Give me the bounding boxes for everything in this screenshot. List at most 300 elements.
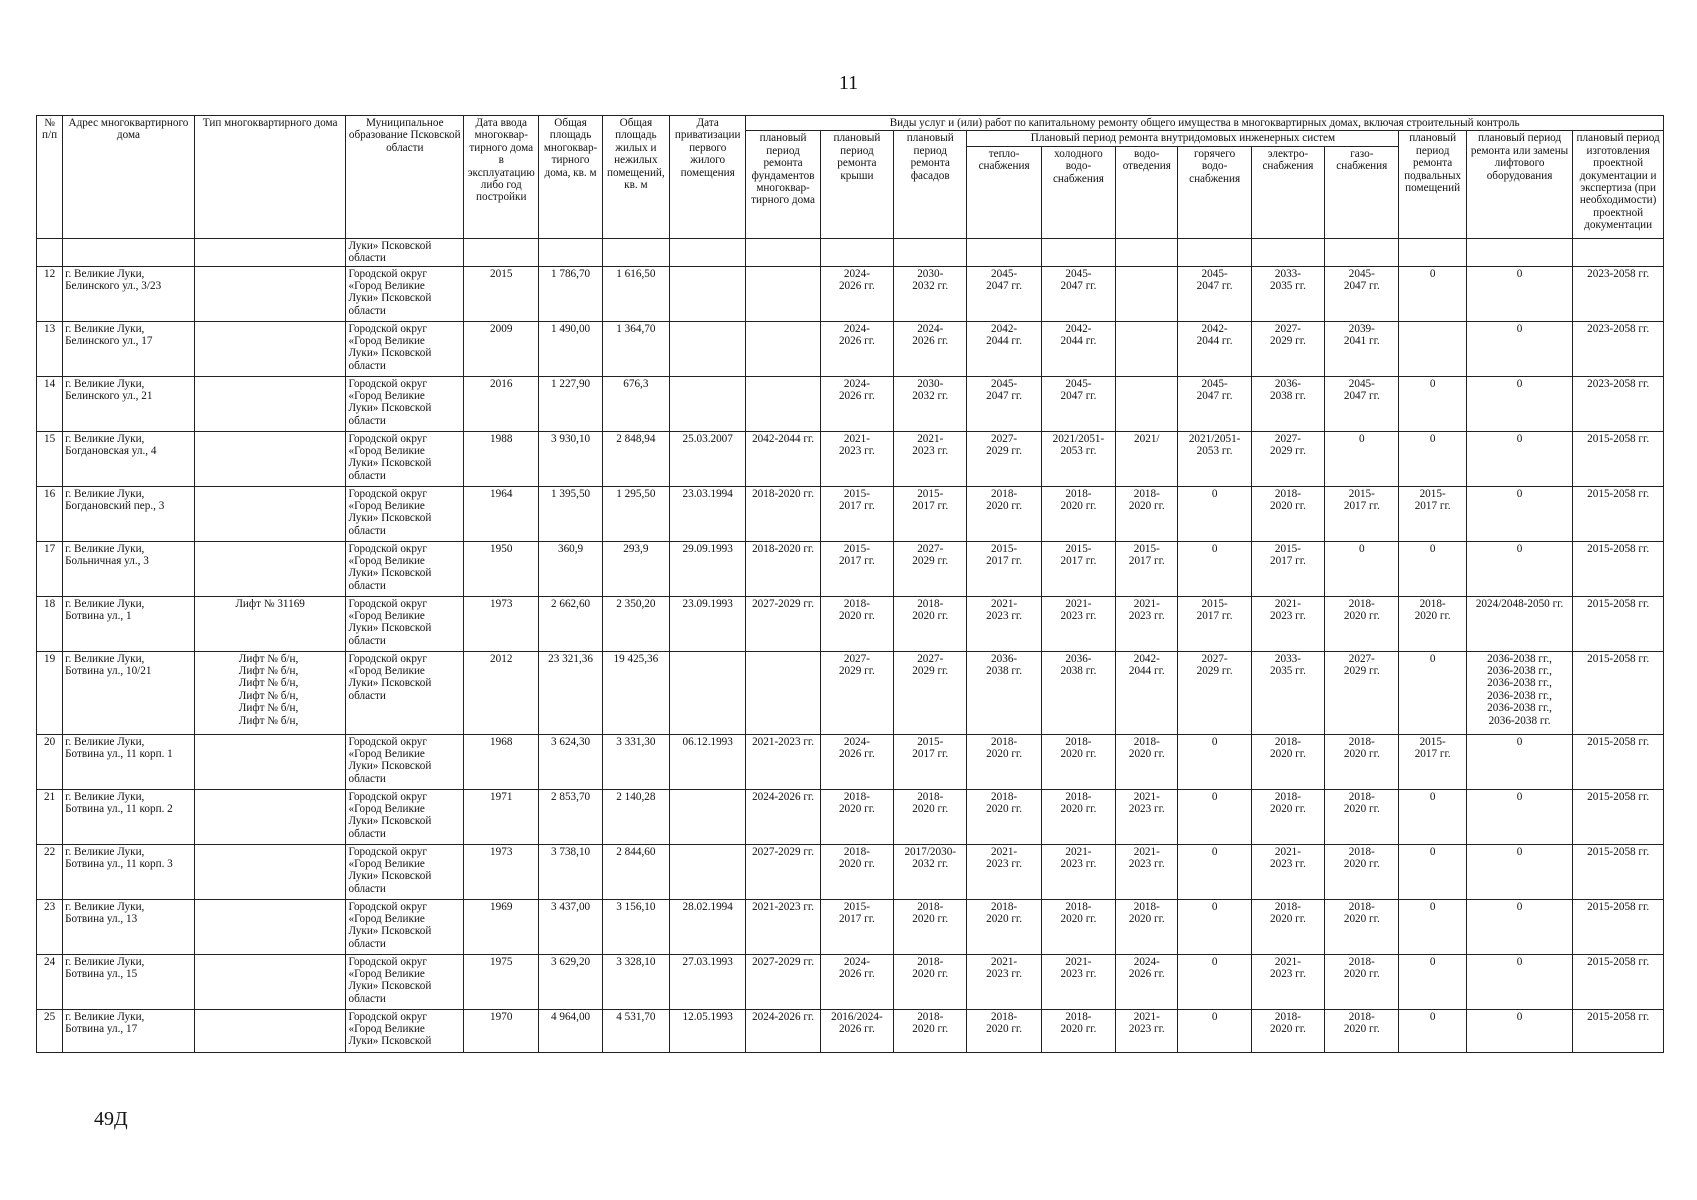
cell-area-total: 23 321,36	[539, 651, 602, 734]
cell-hot-water: 2015- 2017 гг.	[1178, 596, 1251, 651]
cell-facade: 2027- 2029 гг.	[894, 651, 967, 734]
cell-sewer: 2021- 2023 гг.	[1116, 844, 1178, 899]
cell-lift: 0	[1466, 266, 1573, 321]
cell-privatization: 25.03.2007	[670, 431, 746, 486]
cell-electric: 2036- 2038 гг.	[1251, 376, 1324, 431]
cell-heat: 2036- 2038 гг.	[967, 651, 1041, 734]
cell-sewer	[1116, 321, 1178, 376]
cell-cold-water: 2036- 2038 гг.	[1041, 651, 1115, 734]
cell-area-living: 2 140,28	[602, 789, 669, 844]
cell-type	[194, 954, 346, 1009]
cell-date: 2016	[464, 376, 539, 431]
cell-area-living: 3 331,30	[602, 734, 669, 789]
cell-municipality: Городской округ «Город Великие Луки» Псковской области	[346, 541, 464, 596]
cell-roof: 2015- 2017 гг.	[820, 899, 893, 954]
cell-gas: 2045- 2047 гг.	[1325, 266, 1399, 321]
cell-num: 16	[37, 486, 63, 541]
cell-foundation	[746, 376, 820, 431]
cell-area-living: 1 295,50	[602, 486, 669, 541]
table-row	[37, 596, 1664, 651]
cell-foundation	[746, 266, 820, 321]
header-municipality: Муниципальное образование Псковской области	[346, 116, 464, 239]
cell-municipality: Городской округ «Город Великие Луки» Псковской области	[346, 954, 464, 1009]
cell-foundation	[746, 321, 820, 376]
cell-num: 23	[37, 899, 63, 954]
cell-basement: 0	[1399, 789, 1466, 844]
cell-cold-water: 2021- 2023 гг.	[1041, 954, 1115, 1009]
cell-roof: 2018- 2020 гг.	[820, 789, 893, 844]
cell-lift: 2036-2038 гг., 2036-2038 гг., 2036-2038 гг., 2036-2038 гг., 2036-2038 гг., 2036-2038 гг.	[1466, 651, 1573, 734]
table-row	[37, 321, 1664, 376]
cell-sewer: 2018- 2020 гг.	[1116, 899, 1178, 954]
cell-municipality: Городской округ «Город Великие Луки» Псковской области	[346, 431, 464, 486]
header-heat: тепло-снабжения	[967, 146, 1041, 238]
cell-basement	[1399, 321, 1466, 376]
cell-privatization: 28.02.1994	[670, 899, 746, 954]
cell-heat: 2015- 2017 гг.	[967, 541, 1041, 596]
cell-address: г. Великие Луки, Ботвина ул., 17	[63, 1009, 195, 1052]
cell-address: г. Великие Луки, Богдановский пер., 3	[63, 486, 195, 541]
cell-municipality: Городской округ «Город Великие Луки» Псковской области	[346, 789, 464, 844]
cell-electric: 2027- 2029 гг.	[1251, 321, 1324, 376]
cell-municipality: Городской округ «Город Великие Луки» Псковской области	[346, 266, 464, 321]
cell-lift: 0	[1466, 844, 1573, 899]
cell-sewer: 2021- 2023 гг.	[1116, 1009, 1178, 1052]
cell-type	[194, 321, 346, 376]
table-row	[37, 651, 1664, 734]
cell-basement: 0	[1399, 266, 1466, 321]
cell-heat: 2018- 2020 гг.	[967, 789, 1041, 844]
table-row	[37, 954, 1664, 1009]
cell-design: 2015-2058 гг.	[1573, 541, 1664, 596]
cell-hot-water: 2045- 2047 гг.	[1178, 266, 1251, 321]
cell-facade: 2030- 2032 гг.	[894, 266, 967, 321]
header-group-engineering: Плановый период ремонта внутридомовых инженерных систем	[967, 131, 1399, 146]
cell-facade: 2021- 2023 гг.	[894, 431, 967, 486]
header-group-works: Виды услуг и (или) работ по капитальному ремонту общего имущества в многоквартирных домах, включая строительный контроль	[746, 116, 1664, 131]
cell-privatization	[670, 651, 746, 734]
cell-type	[194, 376, 346, 431]
cell-area-total: 1 490,00	[539, 321, 602, 376]
header-date: Дата ввода многоквар-тирного дома в эксплуатацию либо год постройки	[464, 116, 539, 239]
cell-cold-water: 2021/2051- 2053 гг.	[1041, 431, 1115, 486]
cell-electric: 2033- 2035 гг.	[1251, 651, 1324, 734]
cell-privatization	[670, 321, 746, 376]
cell-area-total: 4 964,00	[539, 1009, 602, 1052]
header-type: Тип многоквартирного дома	[194, 116, 346, 239]
header-roof: плановый период ремонта крыши	[820, 131, 893, 238]
cell-gas: 2018- 2020 гг.	[1325, 844, 1399, 899]
cell-hot-water: 0	[1178, 486, 1251, 541]
cell-municipality: Городской округ «Город Великие Луки» Псковской области	[346, 899, 464, 954]
cell-cold-water: 2042- 2044 гг.	[1041, 321, 1115, 376]
cell-area-living: 2 350,20	[602, 596, 669, 651]
cell-address: г. Великие Луки, Больничная ул., 3	[63, 541, 195, 596]
cell-foundation: 2018-2020 гг.	[746, 486, 820, 541]
continuation-row	[37, 238, 1664, 266]
cell-roof: 2015- 2017 гг.	[820, 541, 893, 596]
cell-address: г. Великие Луки, Ботвина ул., 15	[63, 954, 195, 1009]
cell-area-living: 19 425,36	[602, 651, 669, 734]
cell-gas: 2018- 2020 гг.	[1325, 954, 1399, 1009]
cell-cold-water: 2045- 2047 гг.	[1041, 376, 1115, 431]
cell-foundation	[746, 651, 820, 734]
cell-heat: 2042- 2044 гг.	[967, 321, 1041, 376]
cell-address: г. Великие Луки, Белинского ул., 3/23	[63, 266, 195, 321]
cell-facade: 2024- 2026 гг.	[894, 321, 967, 376]
cell-area-living: 3 156,10	[602, 899, 669, 954]
header-facade: плановый период ремонта фасадов	[894, 131, 967, 238]
cell-area-total: 3 629,20	[539, 954, 602, 1009]
cell-gas: 0	[1325, 541, 1399, 596]
cell-date: 1950	[464, 541, 539, 596]
cell-electric: 2021- 2023 гг.	[1251, 596, 1324, 651]
cell-date: 1973	[464, 844, 539, 899]
cell-area-total: 360,9	[539, 541, 602, 596]
cell-basement: 0	[1399, 376, 1466, 431]
table-row	[37, 486, 1664, 541]
cell-privatization	[670, 844, 746, 899]
cell-cold-water: 2018- 2020 гг.	[1041, 734, 1115, 789]
cell-area-total: 3 930,10	[539, 431, 602, 486]
footer-code: 49Д	[94, 1108, 128, 1130]
cell-num: 19	[37, 651, 63, 734]
cell-electric: 2015- 2017 гг.	[1251, 541, 1324, 596]
cell-municipality: Городской округ «Город Великие Луки» Псковской области	[346, 844, 464, 899]
cell-electric: 2027- 2029 гг.	[1251, 431, 1324, 486]
header-address: Адрес многоквартирного дома	[63, 116, 195, 239]
cell-cold-water: 2021- 2023 гг.	[1041, 596, 1115, 651]
cell-electric: 2018- 2020 гг.	[1251, 486, 1324, 541]
cell-privatization	[670, 789, 746, 844]
cell-basement: 0	[1399, 844, 1466, 899]
cell-address: г. Великие Луки, Ботвина ул., 10/21	[63, 651, 195, 734]
cell-basement: 2015- 2017 гг.	[1399, 486, 1466, 541]
cell-facade: 2030- 2032 гг.	[894, 376, 967, 431]
header-gas: газо-снабжения	[1325, 146, 1399, 238]
cell-area-living: 676,3	[602, 376, 669, 431]
cell-gas: 2027- 2029 гг.	[1325, 651, 1399, 734]
cell-foundation: 2042-2044 гг.	[746, 431, 820, 486]
cell-municipality: Городской округ «Город Великие Луки» Псковской области	[346, 596, 464, 651]
cell-area-total: 1 786,70	[539, 266, 602, 321]
header-num: № п/п	[37, 116, 63, 239]
cell-num: 20	[37, 734, 63, 789]
cell-area-living: 3 328,10	[602, 954, 669, 1009]
cell-foundation: 2027-2029 гг.	[746, 844, 820, 899]
header-basement: плановый период ремонта подвальных помещений	[1399, 131, 1466, 238]
cell-type	[194, 899, 346, 954]
cell-design: 2023-2058 гг.	[1573, 321, 1664, 376]
cell-cold-water: 2018- 2020 гг.	[1041, 899, 1115, 954]
cell-heat: 2018- 2020 гг.	[967, 899, 1041, 954]
cell-num: 15	[37, 431, 63, 486]
cell-address: г. Великие Луки, Белинского ул., 17	[63, 321, 195, 376]
cell-gas: 2018- 2020 гг.	[1325, 734, 1399, 789]
cell-foundation: 2024-2026 гг.	[746, 1009, 820, 1052]
cell-gas: 2018- 2020 гг.	[1325, 1009, 1399, 1052]
cell-foundation: 2021-2023 гг.	[746, 734, 820, 789]
cell-basement: 0	[1399, 431, 1466, 486]
cell-address: г. Великие Луки, Белинского ул., 21	[63, 376, 195, 431]
cell-num: 18	[37, 596, 63, 651]
cell-foundation: 2027-2029 гг.	[746, 596, 820, 651]
cell-area-total: 2 853,70	[539, 789, 602, 844]
table-row	[37, 1009, 1664, 1052]
cell-design: 2015-2058 гг.	[1573, 486, 1664, 541]
cell-privatization: 29.09.1993	[670, 541, 746, 596]
cell-lift: 0	[1466, 789, 1573, 844]
cell-type: Лифт № 31169	[194, 596, 346, 651]
cell-heat: 2021- 2023 гг.	[967, 596, 1041, 651]
cell-electric: 2018- 2020 гг.	[1251, 734, 1324, 789]
cell-facade: 2018- 2020 гг.	[894, 596, 967, 651]
cell-hot-water: 2042- 2044 гг.	[1178, 321, 1251, 376]
cell-type	[194, 541, 346, 596]
cell-address: г. Великие Луки, Богдановская ул., 4	[63, 431, 195, 486]
cell-facade: 2015- 2017 гг.	[894, 734, 967, 789]
cell-lift: 0	[1466, 954, 1573, 1009]
cell-area-total: 3 624,30	[539, 734, 602, 789]
cell-foundation: 2018-2020 гг.	[746, 541, 820, 596]
cell-date: 1975	[464, 954, 539, 1009]
cell-date: 2015	[464, 266, 539, 321]
cell-basement: 0	[1399, 1009, 1466, 1052]
header-lift: плановый период ремонта или замены лифтового оборудования	[1466, 131, 1573, 238]
cell-area-total: 1 227,90	[539, 376, 602, 431]
cell-num: 17	[37, 541, 63, 596]
cell-roof: 2021- 2023 гг.	[820, 431, 893, 486]
cell-lift: 0	[1466, 376, 1573, 431]
cell-hot-water: 0	[1178, 954, 1251, 1009]
cell-type	[194, 734, 346, 789]
cell-design: 2015-2058 гг.	[1573, 734, 1664, 789]
cell-sewer: 2042- 2044 гг.	[1116, 651, 1178, 734]
cell-basement: 2018- 2020 гг.	[1399, 596, 1466, 651]
cell-date: 1969	[464, 899, 539, 954]
table-row	[37, 541, 1664, 596]
cell-address: г. Великие Луки, Ботвина ул., 11 корп. 1	[63, 734, 195, 789]
cell-hot-water: 0	[1178, 541, 1251, 596]
table-row	[37, 734, 1664, 789]
cell-address: г. Великие Луки, Ботвина ул., 11 корп. 2	[63, 789, 195, 844]
cell-cold-water: 2018- 2020 гг.	[1041, 789, 1115, 844]
cell-roof: 2024- 2026 гг.	[820, 321, 893, 376]
cell-num: 14	[37, 376, 63, 431]
cell-type	[194, 1009, 346, 1052]
cell-electric: 2018- 2020 гг.	[1251, 1009, 1324, 1052]
cell-electric: 2033- 2035 гг.	[1251, 266, 1324, 321]
cell-sewer: 2024- 2026 гг.	[1116, 954, 1178, 1009]
cell-design: 2015-2058 гг.	[1573, 651, 1664, 734]
cell-municipality: Городской округ «Город Великие Луки» Псковской области	[346, 321, 464, 376]
cell-foundation: 2021-2023 гг.	[746, 899, 820, 954]
cell-facade: 2027- 2029 гг.	[894, 541, 967, 596]
cell-foundation: 2027-2029 гг.	[746, 954, 820, 1009]
cell-municipality: Городской округ «Город Великие Луки» Псковской области	[346, 486, 464, 541]
cell-electric: 2018- 2020 гг.	[1251, 899, 1324, 954]
cell-privatization: 23.09.1993	[670, 596, 746, 651]
cell-basement: 2015- 2017 гг.	[1399, 734, 1466, 789]
cell-gas: 2018- 2020 гг.	[1325, 789, 1399, 844]
cell-roof: 2024- 2026 гг.	[820, 954, 893, 1009]
cell-facade: 2018- 2020 гг.	[894, 899, 967, 954]
cell-heat: 2021- 2023 гг.	[967, 954, 1041, 1009]
header-privatization: Дата приватизации первого жилого помещения	[670, 116, 746, 239]
cell-roof: 2015- 2017 гг.	[820, 486, 893, 541]
header-hot-water: горячего водо-снабжения	[1178, 146, 1251, 238]
cell-basement: 0	[1399, 899, 1466, 954]
cell-address: г. Великие Луки, Ботвина ул., 13	[63, 899, 195, 954]
cell-type	[194, 431, 346, 486]
cell-type: Лифт № б/н, Лифт № б/н, Лифт № б/н, Лифт № б/н, Лифт № б/н, Лифт № б/н,	[194, 651, 346, 734]
cell-facade: 2015- 2017 гг.	[894, 486, 967, 541]
cell-cold-water: 2018- 2020 гг.	[1041, 486, 1115, 541]
cell-num: 22	[37, 844, 63, 899]
cell-num: 12	[37, 266, 63, 321]
cell-area-living: 2 848,94	[602, 431, 669, 486]
cell-sewer: 2021- 2023 гг.	[1116, 596, 1178, 651]
cell-municipality: Городской округ «Город Великие Луки» Псковской области	[346, 651, 464, 734]
cell-privatization: 27.03.1993	[670, 954, 746, 1009]
table-row	[37, 266, 1664, 321]
cell-lift: 0	[1466, 321, 1573, 376]
table-row	[37, 844, 1664, 899]
cell-lift: 0	[1466, 541, 1573, 596]
cell-roof: 2024- 2026 гг.	[820, 376, 893, 431]
cell-date: 1970	[464, 1009, 539, 1052]
cell-hot-water: 0	[1178, 1009, 1251, 1052]
cell-roof: 2018- 2020 гг.	[820, 844, 893, 899]
cell-heat: 2021- 2023 гг.	[967, 844, 1041, 899]
cell-date: 1968	[464, 734, 539, 789]
page-number: 11	[838, 72, 859, 94]
cell-hot-water: 0	[1178, 789, 1251, 844]
cell-cold-water: 2018- 2020 гг.	[1041, 1009, 1115, 1052]
cell-area-living: 293,9	[602, 541, 669, 596]
cell-num: 13	[37, 321, 63, 376]
cell-heat: 2018- 2020 гг.	[967, 1009, 1041, 1052]
cell-area-living: 1 616,50	[602, 266, 669, 321]
cell-hot-water: 0	[1178, 899, 1251, 954]
cell-cold-water: 2015- 2017 гг.	[1041, 541, 1115, 596]
cell-facade: 2017/2030- 2032 гг.	[894, 844, 967, 899]
header-foundation: плановый период ремонта фундаментов многоквар-тирного дома	[746, 131, 820, 238]
cell-privatization: 12.05.1993	[670, 1009, 746, 1052]
cell-hot-water: 0	[1178, 844, 1251, 899]
cell-sewer	[1116, 376, 1178, 431]
cell-design: 2015-2058 гг.	[1573, 954, 1664, 1009]
table-row	[37, 431, 1664, 486]
cell-sewer: 2018- 2020 гг.	[1116, 734, 1178, 789]
cell-hot-water: 0	[1178, 734, 1251, 789]
cell-design: 2023-2058 гг.	[1573, 266, 1664, 321]
header-area-living: Общая площадь жилых и нежилых помещений, кв. м	[602, 116, 669, 239]
header-area-total: Общая площадь многоквар-тирного дома, кв. м	[539, 116, 602, 239]
cell-date: 1971	[464, 789, 539, 844]
cell-area-total: 3 738,10	[539, 844, 602, 899]
table-header	[37, 116, 1664, 239]
cell-electric: 2018- 2020 гг.	[1251, 789, 1324, 844]
cell-electric: 2021- 2023 гг.	[1251, 844, 1324, 899]
cell-num: 21	[37, 789, 63, 844]
cell-sewer: 2021/	[1116, 431, 1178, 486]
cell-address: г. Великие Луки, Ботвина ул., 1	[63, 596, 195, 651]
cell-gas: 2039- 2041 гг.	[1325, 321, 1399, 376]
cell-roof: 2016/2024- 2026 гг.	[820, 1009, 893, 1052]
cell-lift: 0	[1466, 734, 1573, 789]
table-row	[37, 899, 1664, 954]
cell-basement: 0	[1399, 651, 1466, 734]
cell-roof: 2018- 2020 гг.	[820, 596, 893, 651]
header-sewer: водо-отведения	[1116, 146, 1178, 238]
cell-sewer	[1116, 266, 1178, 321]
cell-type	[194, 789, 346, 844]
cell-roof: 2024- 2026 гг.	[820, 266, 893, 321]
cell-privatization: 23.03.1994	[670, 486, 746, 541]
cell-basement: 0	[1399, 541, 1466, 596]
cell-lift: 2024/2048-2050 гг.	[1466, 596, 1573, 651]
cell-num: 24	[37, 954, 63, 1009]
table-row	[37, 789, 1664, 844]
header-cold-water: холодного водо-снабжения	[1041, 146, 1115, 238]
cell-lift: 0	[1466, 431, 1573, 486]
cell-date: 2009	[464, 321, 539, 376]
cell-cold-water: 2021- 2023 гг.	[1041, 844, 1115, 899]
cell-lift: 0	[1466, 1009, 1573, 1052]
cell-date: 1988	[464, 431, 539, 486]
cell-heat: 2018- 2020 гг.	[967, 734, 1041, 789]
cell-design: 2015-2058 гг.	[1573, 596, 1664, 651]
cell-heat: 2018- 2020 гг.	[967, 486, 1041, 541]
cell-area-total: 3 437,00	[539, 899, 602, 954]
cell-type	[194, 486, 346, 541]
header-design: плановый период изготовления проектной документации и экспертиза (при необходимости) проектной документации	[1573, 131, 1664, 238]
cell-heat: 2045- 2047 гг.	[967, 376, 1041, 431]
cell-municipality: Городской округ «Город Великие Луки» Псковской	[346, 1009, 464, 1052]
cell-hot-water: 2027- 2029 гг.	[1178, 651, 1251, 734]
cell-gas: 2018- 2020 гг.	[1325, 899, 1399, 954]
cell-type	[194, 844, 346, 899]
cell-facade: 2018- 2020 гг.	[894, 954, 967, 1009]
cell-sewer: 2021- 2023 гг.	[1116, 789, 1178, 844]
cell-type	[194, 266, 346, 321]
cell-basement: 0	[1399, 954, 1466, 1009]
cell-privatization: 06.12.1993	[670, 734, 746, 789]
cell-electric: 2021- 2023 гг.	[1251, 954, 1324, 1009]
cell-date: 1964	[464, 486, 539, 541]
cell-gas: 2015- 2017 гг.	[1325, 486, 1399, 541]
cell-num: 25	[37, 1009, 63, 1052]
cell-lift: 0	[1466, 486, 1573, 541]
cell-date: 1973	[464, 596, 539, 651]
cell-lift: 0	[1466, 899, 1573, 954]
cell-roof: 2024- 2026 гг.	[820, 734, 893, 789]
cell-design: 2015-2058 гг.	[1573, 1009, 1664, 1052]
cell-heat: 2027- 2029 гг.	[967, 431, 1041, 486]
table-body	[37, 238, 1664, 1052]
cell-design: 2015-2058 гг.	[1573, 431, 1664, 486]
cell-design: 2023-2058 гг.	[1573, 376, 1664, 431]
cell-area-total: 2 662,60	[539, 596, 602, 651]
cell-area-living: 1 364,70	[602, 321, 669, 376]
cell-area-living: 2 844,60	[602, 844, 669, 899]
cell-address: г. Великие Луки, Ботвина ул., 11 корп. 3	[63, 844, 195, 899]
cell-area-living: 4 531,70	[602, 1009, 669, 1052]
cell-roof: 2027- 2029 гг.	[820, 651, 893, 734]
header-electric: электро-снабжения	[1251, 146, 1324, 238]
cell-foundation: 2024-2026 гг.	[746, 789, 820, 844]
